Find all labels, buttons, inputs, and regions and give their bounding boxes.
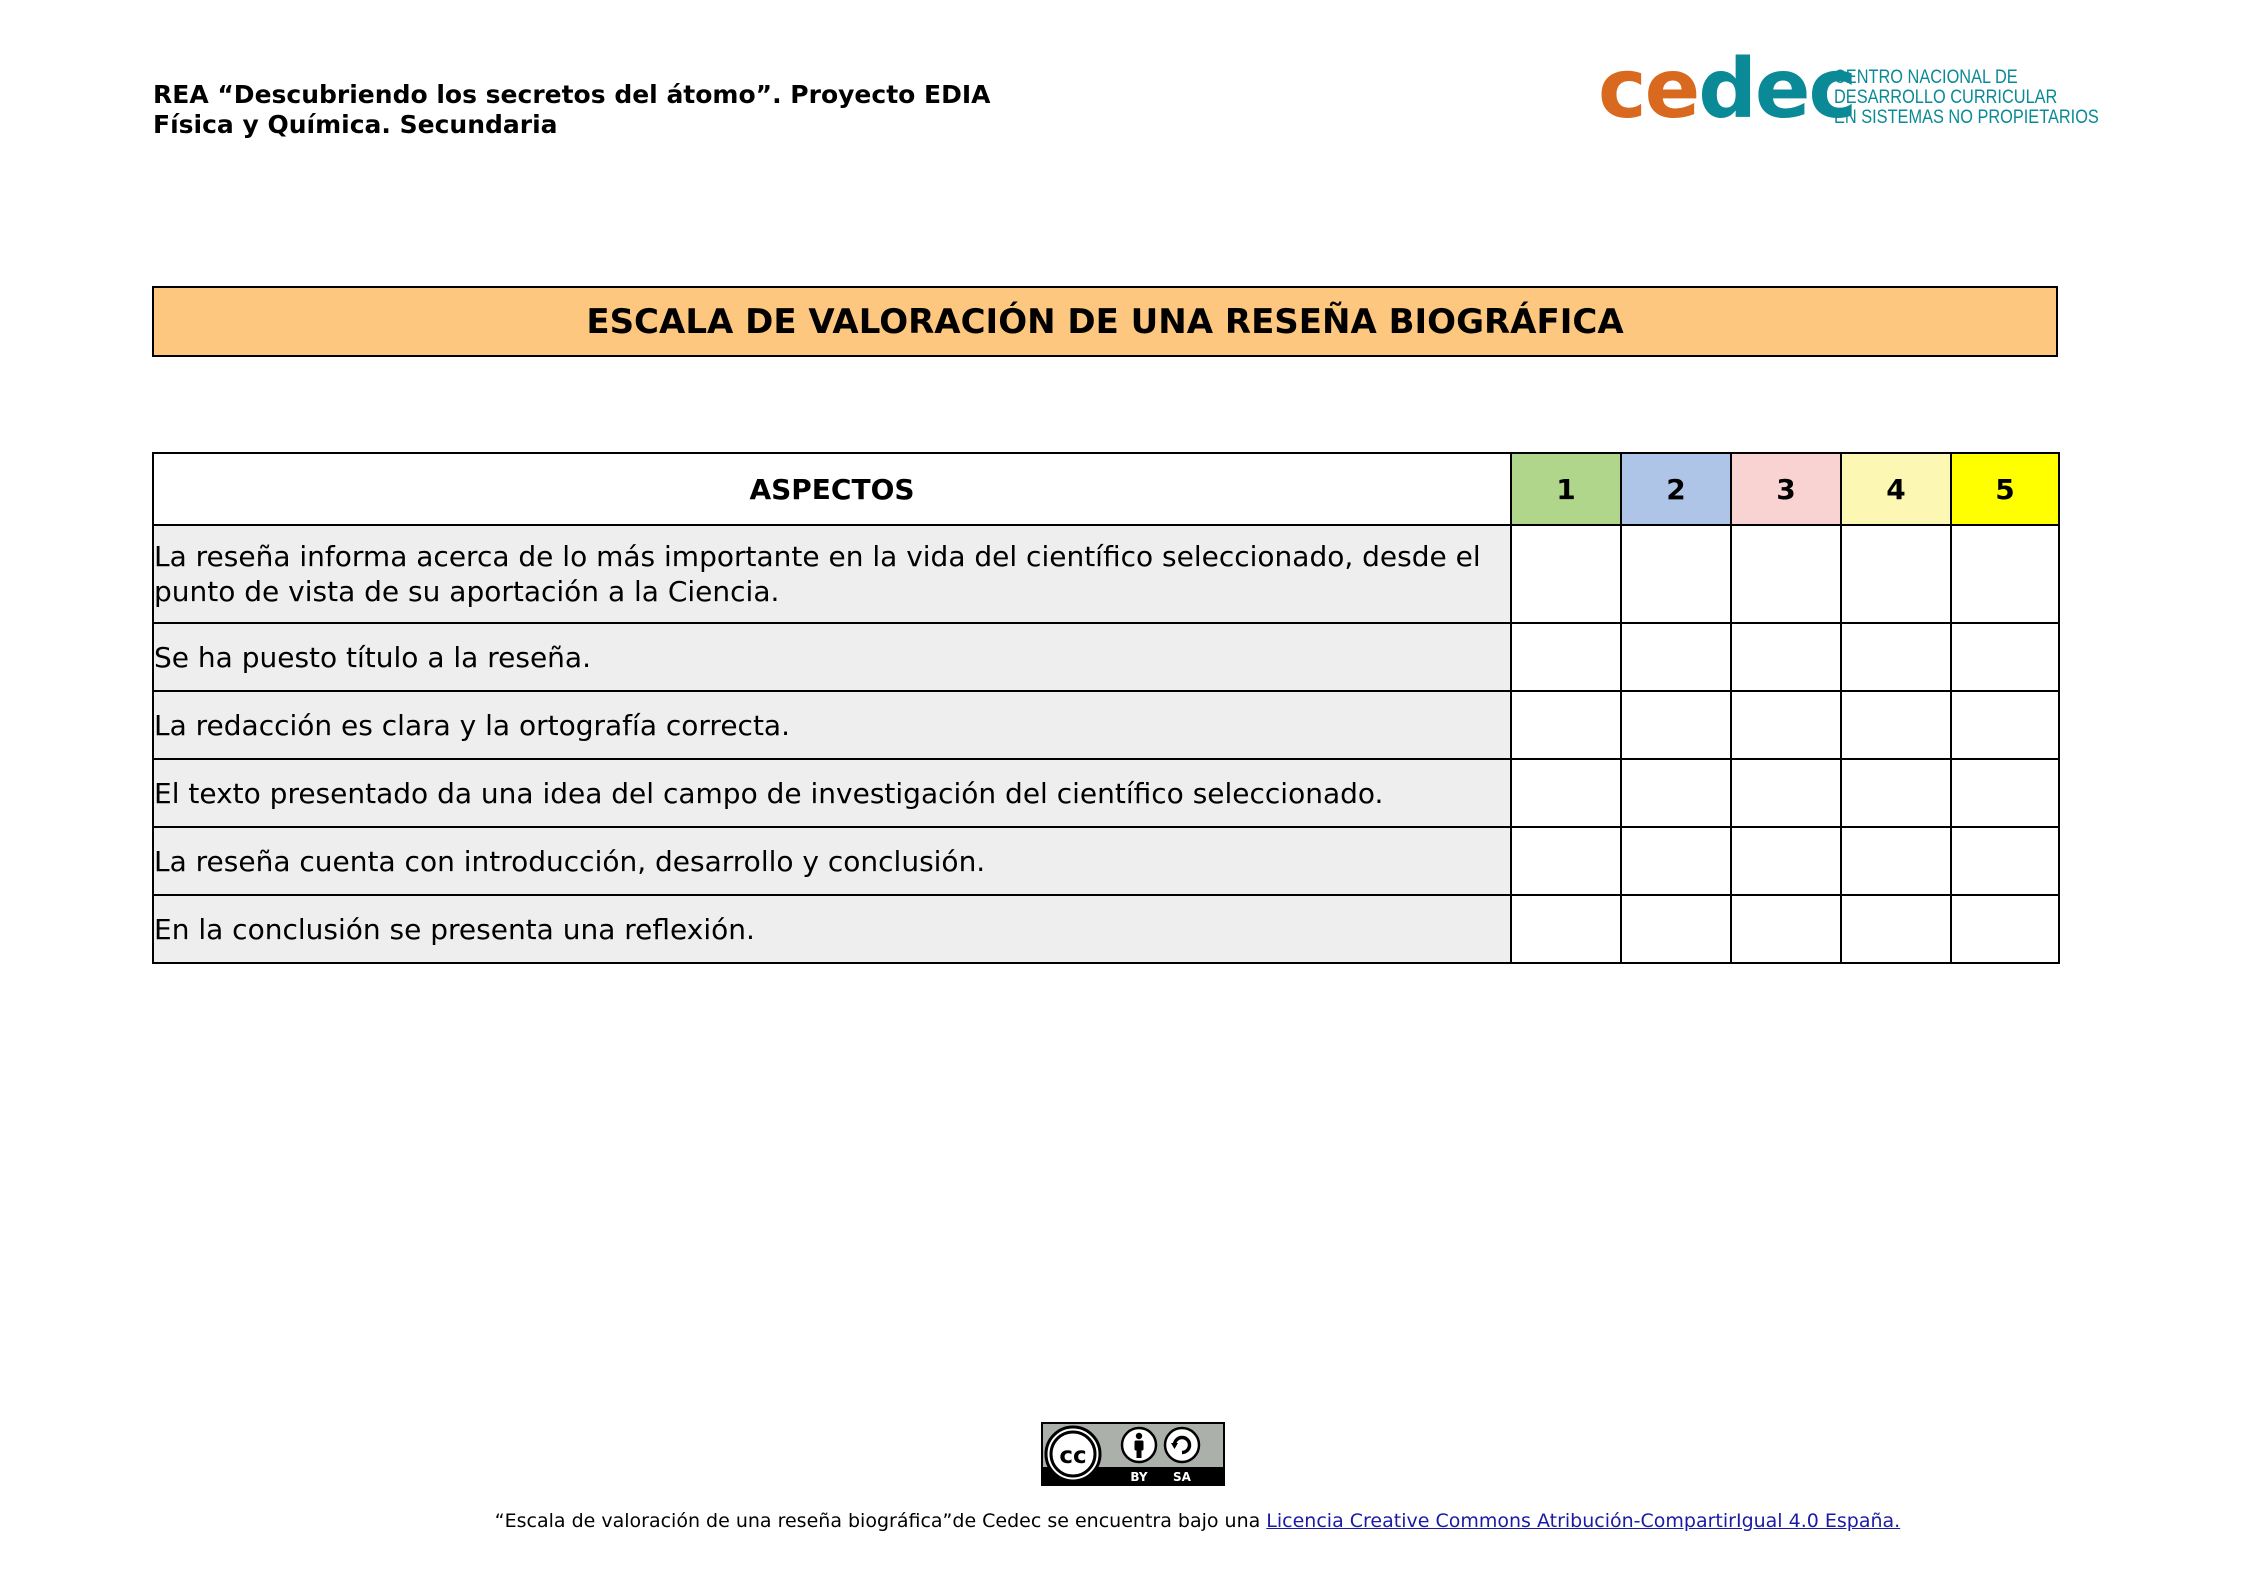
logo-sub-line-1: CENTRO NACIONAL DE: [1834, 67, 2018, 88]
aspect-text-line-1: Se ha puesto título a la reseña.: [154, 640, 591, 674]
aspect-text-line-1: El texto presentado da una idea del campo de investigación del científico seleccionado.: [154, 776, 1384, 810]
logo-word-part-2: dec: [1698, 42, 1856, 137]
aspect-text-line-1: La reseña informa acerca de lo más importante en la vida del científico seleccionado, desde el: [154, 540, 1481, 573]
score-cell-5[interactable]: [1951, 623, 2059, 691]
cedec-logo-subtitle: [1834, 68, 2099, 128]
score-cell-3[interactable]: [1731, 759, 1841, 827]
badge-sa-label: SA: [1173, 1470, 1191, 1484]
score-cell-4[interactable]: [1841, 623, 1951, 691]
score-cell-1[interactable]: [1511, 691, 1621, 759]
license-link[interactable]: Licencia Creative Commons Atribución-CompartirIgual 4.0 España.: [1266, 1510, 1901, 1532]
svg-text:cc: cc: [1059, 1443, 1087, 1469]
score-cell-2[interactable]: [1621, 623, 1731, 691]
table-row: [153, 623, 2059, 691]
score-cell-4[interactable]: [1841, 525, 1951, 623]
score-cell-1[interactable]: [1511, 759, 1621, 827]
score-cell-1[interactable]: [1511, 827, 1621, 895]
attribution-person-icon: [1122, 1428, 1156, 1462]
score-cell-5[interactable]: [1951, 827, 2059, 895]
score-cell-5[interactable]: [1951, 895, 2059, 963]
aspect-cell: [153, 691, 1511, 759]
score-cell-1[interactable]: [1511, 623, 1621, 691]
table-row: [153, 691, 2059, 759]
score-cell-3[interactable]: [1731, 691, 1841, 759]
score-cell-2[interactable]: [1621, 691, 1731, 759]
table-header-row: [153, 453, 2059, 525]
table-row: [153, 759, 2059, 827]
score-cell-3[interactable]: [1731, 827, 1841, 895]
score-cell-4[interactable]: [1841, 895, 1951, 963]
score-cell-2[interactable]: [1621, 525, 1731, 623]
score-cell-3[interactable]: [1731, 623, 1841, 691]
document-header: [153, 80, 991, 140]
score-cell-2[interactable]: [1621, 827, 1731, 895]
aspects-column-header: ASPECTOS: [153, 453, 1511, 525]
aspect-text-line-1: La reseña cuenta con introducción, desarrollo y conclusión.: [154, 844, 986, 878]
license-notice: [0, 1510, 2245, 1532]
score-column-header-5: 5: [1951, 453, 2059, 525]
score-cell-1[interactable]: [1511, 895, 1621, 963]
aspect-text-line-2: punto de vista de su aportación a la Ciencia.: [154, 575, 780, 608]
aspect-text-line-1: En la conclusión se presenta una reflexión.: [154, 912, 755, 946]
cedec-logo: [1598, 42, 2099, 137]
cc-icon: [1046, 1427, 1100, 1481]
score-cell-1[interactable]: [1511, 525, 1621, 623]
share-alike-icon: [1165, 1428, 1199, 1462]
cc-by-sa-license-badge[interactable]: [1041, 1422, 1225, 1486]
table-row: [153, 525, 2059, 623]
cedec-logo-wordmark: [1598, 42, 1856, 137]
score-column-header-3: 3: [1731, 453, 1841, 525]
score-cell-3[interactable]: [1731, 895, 1841, 963]
score-cell-5[interactable]: [1951, 759, 2059, 827]
logo-sub-line-3: EN SISTEMAS NO PROPIETARIOS: [1834, 107, 2099, 128]
score-cell-5[interactable]: [1951, 525, 2059, 623]
score-cell-4[interactable]: [1841, 759, 1951, 827]
document-title: ESCALA DE VALORACIÓN DE UNA RESEÑA BIOGRÁFICA: [152, 286, 2058, 357]
aspect-cell: [153, 623, 1511, 691]
score-cell-5[interactable]: [1951, 691, 2059, 759]
score-column-header-4: 4: [1841, 453, 1951, 525]
header-line-1: REA “Descubriendo los secretos del átomo”. Proyecto EDIA: [153, 80, 991, 109]
license-notice-text: “Escala de valoración de una reseña biográfica”de Cedec se encuentra bajo una: [494, 1510, 1267, 1532]
aspect-cell: [153, 827, 1511, 895]
rating-scale-table: [152, 452, 2060, 964]
score-cell-3[interactable]: [1731, 525, 1841, 623]
score-column-header-1: 1: [1511, 453, 1621, 525]
table-row: [153, 895, 2059, 963]
logo-sub-line-2: DESARROLLO CURRICULAR: [1834, 87, 2058, 108]
aspect-text-line-1: La redacción es clara y la ortografía correcta.: [154, 708, 790, 742]
table-row: [153, 827, 2059, 895]
score-cell-4[interactable]: [1841, 691, 1951, 759]
header-line-2: Física y Química. Secundaria: [153, 110, 558, 139]
score-cell-4[interactable]: [1841, 827, 1951, 895]
aspect-cell: [153, 895, 1511, 963]
aspect-cell: [153, 759, 1511, 827]
rating-scale-body: [153, 453, 2059, 963]
score-cell-2[interactable]: [1621, 759, 1731, 827]
badge-by-label: BY: [1130, 1470, 1148, 1484]
logo-word-part-1: ce: [1598, 42, 1699, 137]
score-column-header-2: 2: [1621, 453, 1731, 525]
score-cell-2[interactable]: [1621, 895, 1731, 963]
aspect-cell: [153, 525, 1511, 623]
